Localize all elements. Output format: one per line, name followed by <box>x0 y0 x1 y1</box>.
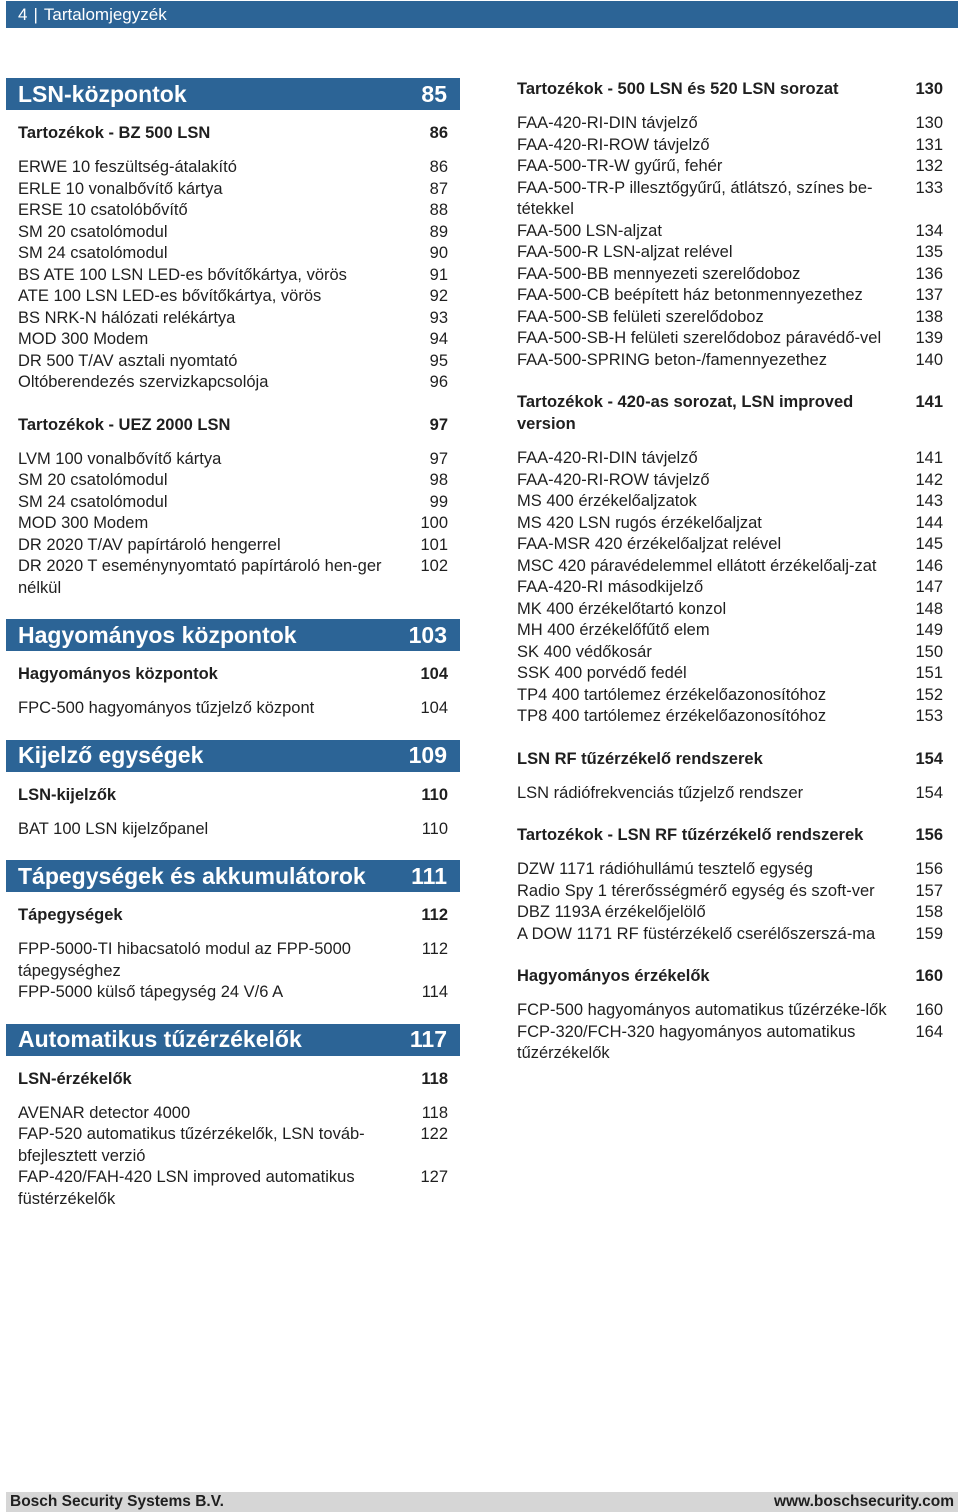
toc-entry-page: 114 <box>421 983 448 1001</box>
toc-entry-page: 118 <box>421 1103 448 1122</box>
section-title: LSN-központok <box>18 80 187 107</box>
toc-entry-title: FAA-500-BB mennyezeti szerelődoboz <box>517 264 801 283</box>
toc-group <box>6 784 460 841</box>
subsection-heading[interactable] <box>6 663 460 685</box>
toc-entry[interactable] <box>505 1000 955 1022</box>
toc-entry[interactable] <box>505 264 955 286</box>
toc-entry-page: 135 <box>915 243 943 261</box>
toc-entry-title: DZW 1171 rádióhullámú tesztelő egység <box>517 860 813 878</box>
toc-entry[interactable] <box>505 1022 955 1065</box>
toc-entry-title: MH 400 érzékelőfűtő elem <box>517 621 710 639</box>
toc-entry-title: MK 400 érzékelőtartó konzol <box>517 599 727 618</box>
subsection-heading[interactable] <box>505 78 955 100</box>
subsection-page-number: 110 <box>421 785 448 804</box>
section-heading[interactable] <box>6 619 460 651</box>
toc-entry-title: Oltóberendezés szervizkapcsolója <box>18 373 269 391</box>
toc-entry-page: 130 <box>915 114 943 132</box>
section-page-number: 85 <box>421 80 447 107</box>
toc-entry-page: 157 <box>915 881 943 900</box>
toc-entry-title: FAA-500 LSN-aljzat <box>517 221 662 240</box>
toc-entry-page: 143 <box>915 492 943 510</box>
subsection-heading[interactable] <box>6 784 460 806</box>
subsection-page-number: 154 <box>915 749 943 768</box>
toc-entry-page: 154 <box>915 783 943 802</box>
toc-entry-title: FPP-5000 külső tápegység 24 V/6 A <box>18 983 284 1001</box>
toc-entry[interactable] <box>505 534 955 556</box>
toc-entry-title: Radio Spy 1 térerősségmérő egység és szoft-ver <box>517 881 875 900</box>
page-number: 4 <box>18 4 28 24</box>
toc-entry[interactable] <box>6 351 460 373</box>
toc-entry-title: FAA-500-TR-P illesztőgyűrű, átlátszó, színes be-tétekkel <box>517 178 873 218</box>
section-title: Hagyományos központok <box>18 621 297 648</box>
toc-entry-title: MSC 420 páravédelemmel ellátott érzékelőalj-zat <box>517 556 877 575</box>
toc-entry-page: 137 <box>915 286 943 304</box>
toc-entry-page: 122 <box>420 1125 448 1143</box>
section-page-number: 117 <box>409 1026 447 1052</box>
toc-entry-title: ERWE 10 feszültség-átalakító <box>18 158 237 176</box>
subsection-page-number: 130 <box>915 80 943 98</box>
toc-entry[interactable] <box>505 685 955 707</box>
toc-entry[interactable] <box>6 286 460 308</box>
toc-entry[interactable] <box>6 308 460 330</box>
toc-entry-page: 131 <box>915 135 943 154</box>
toc-entry-page: 158 <box>915 903 943 921</box>
toc-entry-page: 133 <box>915 178 943 197</box>
subsection-title: Hagyományos érzékelők <box>517 967 710 985</box>
toc-entry[interactable] <box>6 513 460 535</box>
toc-entry-title: MS 420 LSN rugós érzékelőaljzat <box>517 513 762 532</box>
toc-entry-page: 90 <box>429 244 448 262</box>
toc-entry-page: 112 <box>421 940 448 958</box>
toc-entry-title: DR 2020 T eseménynyomtató papírtároló hen-ger nélkül <box>18 557 382 597</box>
toc-entry-title: BAT 100 LSN kijelzőpanel <box>18 819 209 838</box>
toc-entry-page: 110 <box>421 819 448 838</box>
toc-entry-title: DBZ 1193A érzékelőjelölő <box>517 903 706 921</box>
toc-entry-title: FAA-420-RI-ROW távjelző <box>517 135 710 154</box>
toc-left-column <box>6 78 460 1230</box>
subsection-title: LSN-érzékelők <box>18 1069 132 1088</box>
toc-entry-title: TP4 400 tartólemez érzékelőazonosítóhoz <box>517 685 827 704</box>
subsection-title: Hagyományos központok <box>18 665 218 683</box>
toc-entry[interactable] <box>505 706 955 728</box>
toc-entry-title: FAA-500-SB-H felületi szerelődoboz páravédő-vel <box>517 329 882 347</box>
toc-entry-title: FAA-500-TR-W gyűrű, fehér <box>517 157 723 175</box>
subsection-page-number: 141 <box>915 393 943 411</box>
toc-entry-title: SM 24 csatolómodul <box>18 492 168 511</box>
toc-entry[interactable] <box>6 200 460 222</box>
toc-entry-page: 147 <box>915 578 943 596</box>
toc-entry-title: TP8 400 tartólemez érzékelőazonosítóhoz <box>517 707 827 725</box>
subsection-page-number: 112 <box>421 906 448 924</box>
toc-entry[interactable] <box>6 1124 460 1167</box>
toc-group <box>6 414 460 600</box>
toc-entry[interactable] <box>6 982 460 1004</box>
toc-entry-page: 102 <box>420 557 448 575</box>
toc-entry[interactable] <box>6 492 460 514</box>
toc-entry-title: FAA-MSR 420 érzékelőaljzat relével <box>517 535 782 553</box>
toc-entry[interactable] <box>505 448 955 470</box>
section-title: Automatikus tűzérzékelők <box>18 1026 302 1052</box>
toc-group <box>505 965 955 1065</box>
toc-entry-title: MS 400 érzékelőaljzatok <box>517 492 697 510</box>
footer-website[interactable]: www.boschsecurity.com <box>773 1493 954 1510</box>
subsection-page-number: 97 <box>429 415 448 434</box>
toc-entry[interactable] <box>6 329 460 351</box>
subsection-title: Tartozékok - UEZ 2000 LSN <box>18 415 231 434</box>
toc-entry-title: FCP-320/FCH-320 hagyományos automatikus tűzérzékelők <box>517 1022 856 1062</box>
footer-company: Bosch Security Systems B.V. <box>10 1493 224 1510</box>
section-heading[interactable] <box>6 78 460 110</box>
toc-entry[interactable] <box>505 328 955 350</box>
subsection-page-number: 156 <box>915 826 943 844</box>
toc-entry[interactable] <box>505 783 955 805</box>
toc-group <box>6 663 460 720</box>
toc-entry-title: ATE 100 LSN LED-es bővítőkártya, vörös <box>18 287 322 305</box>
toc-entry-page: 99 <box>429 492 448 511</box>
toc-entry-title: MOD 300 Modem <box>18 330 149 348</box>
subsection-page-number: 118 <box>421 1069 448 1088</box>
toc-entry-title: SM 20 csatolómodul <box>18 471 168 489</box>
toc-entry-page: 96 <box>429 373 448 391</box>
toc-entry[interactable] <box>505 350 955 372</box>
subsection-heading[interactable] <box>505 391 955 435</box>
toc-entry-title: ERSE 10 csatolóbővítő <box>18 201 188 219</box>
section-page-number: 103 <box>408 621 447 648</box>
subsection-heading[interactable] <box>505 748 955 770</box>
toc-entry-page: 159 <box>915 924 943 943</box>
subsection-page-number: 104 <box>420 665 448 683</box>
toc-entry[interactable] <box>505 135 955 157</box>
subsection-heading[interactable] <box>505 824 955 846</box>
toc-entry[interactable] <box>505 285 955 307</box>
toc-right-column <box>505 78 955 1085</box>
toc-entry-page: 136 <box>915 264 943 283</box>
toc-entry[interactable] <box>6 265 460 287</box>
toc-entry-title: A DOW 1171 RF füstérzékelő cserélőszerszá-ma <box>517 924 876 943</box>
toc-entry-page: 132 <box>915 157 943 175</box>
toc-entry-page: 98 <box>429 471 448 489</box>
toc-group <box>6 1068 460 1211</box>
toc-entry[interactable] <box>6 449 460 471</box>
toc-entry[interactable] <box>505 599 955 621</box>
subsection-title: Tartozékok - LSN RF tűzérzékelő rendszerek <box>517 826 864 844</box>
toc-entry-page: 87 <box>429 179 448 198</box>
toc-entry[interactable] <box>505 859 955 881</box>
toc-entry-page: 151 <box>915 664 943 682</box>
toc-entry[interactable] <box>505 902 955 924</box>
subsection-page-number: 86 <box>429 124 448 142</box>
toc-entry[interactable] <box>6 222 460 244</box>
toc-entry[interactable] <box>505 924 955 946</box>
section-heading[interactable] <box>6 740 460 772</box>
toc-entry-title: FAA-500-SB felületi szerelődoboz <box>517 307 764 326</box>
toc-entry-page: 134 <box>915 221 943 240</box>
toc-entry-page: 101 <box>420 535 448 554</box>
toc-entry-title: SSK 400 porvédő fedél <box>517 664 687 682</box>
toc-entry-title: FPC-500 hagyományos tűzjelző központ <box>18 699 315 717</box>
toc-entry-page: 86 <box>429 158 448 176</box>
toc-entry-title: SM 24 csatolómodul <box>18 244 168 262</box>
toc-entry-page: 160 <box>915 1001 943 1019</box>
section-page-number: 111 <box>411 862 447 889</box>
subsection-title: Tartozékok - 500 LSN és 520 LSN sorozat <box>517 80 839 98</box>
toc-entry[interactable] <box>6 372 460 394</box>
toc-entry-page: 91 <box>429 265 448 284</box>
subsection-title: LSN-kijelzők <box>18 785 117 804</box>
toc-group <box>6 904 460 1004</box>
toc-group <box>505 391 955 728</box>
section-title: Tápegységek és akkumulátorok <box>18 862 366 889</box>
subsection-heading[interactable] <box>6 122 460 144</box>
toc-entry-page: 141 <box>915 449 943 467</box>
toc-entry[interactable] <box>6 939 460 982</box>
toc-entry-title: BS ATE 100 LSN LED-es bővítőkártya, vörös <box>18 265 347 284</box>
toc-entry-title: FAA-500-SPRING beton-/famennyezethez <box>517 350 827 369</box>
section-heading[interactable] <box>6 1024 460 1056</box>
section-title: Kijelző egységek <box>18 742 204 768</box>
toc-entry[interactable] <box>505 307 955 329</box>
subsection-page-number: 160 <box>915 967 943 985</box>
toc-entry-title: FAA-420-RI-DIN távjelző <box>517 114 698 132</box>
toc-entry[interactable] <box>505 491 955 513</box>
toc-entry[interactable] <box>6 243 460 265</box>
toc-entry-page: 92 <box>429 287 448 305</box>
toc-entry-title: FAA-420-RI-DIN távjelző <box>517 449 698 467</box>
toc-entry[interactable] <box>6 819 460 841</box>
toc-entry-page: 146 <box>915 556 943 575</box>
toc-entry-page: 89 <box>429 222 448 241</box>
toc-entry-page: 95 <box>429 351 448 370</box>
toc-entry[interactable] <box>6 179 460 201</box>
toc-entry[interactable] <box>505 881 955 903</box>
toc-entry[interactable] <box>6 470 460 492</box>
toc-entry-title: FPP-5000-TI hibacsatoló modul az FPP-5000 tápegységhez <box>18 940 351 980</box>
toc-entry[interactable] <box>505 156 955 178</box>
page-footer <box>6 1492 958 1512</box>
toc-entry-page: 93 <box>429 308 448 327</box>
toc-group <box>6 122 460 394</box>
toc-entry-page: 156 <box>915 860 943 878</box>
toc-entry-page: 97 <box>429 449 448 468</box>
toc-entry[interactable] <box>6 1167 460 1210</box>
subsection-title: Tápegységek <box>18 906 123 924</box>
toc-entry-title: FAP-520 automatikus tűzérzékelők, LSN továb-bfejlesztett verzió <box>18 1125 365 1165</box>
subsection-heading[interactable] <box>505 965 955 987</box>
toc-entry-title: LSN rádiófrekvenciás tűzjelző rendszer <box>517 783 804 802</box>
header-separator: | <box>33 4 38 24</box>
toc-entry-title: BS NRK-N hálózati relékártya <box>18 308 236 327</box>
toc-entry[interactable] <box>505 242 955 264</box>
toc-entry[interactable] <box>6 157 460 179</box>
toc-entry-title: FAA-500-R LSN-aljzat relével <box>517 243 733 261</box>
page-header <box>6 1 958 28</box>
toc-entry-page: 145 <box>915 535 943 553</box>
toc-entry-page: 88 <box>429 201 448 219</box>
toc-entry-title: FCP-500 hagyományos automatikus tűzérzéke-lők <box>517 1001 887 1019</box>
toc-entry[interactable] <box>505 221 955 243</box>
toc-entry-title: LVM 100 vonalbővítő kártya <box>18 449 222 468</box>
toc-entry-page: 100 <box>420 514 448 532</box>
toc-entry-page: 139 <box>915 329 943 347</box>
page-title: Tartalomjegyzék <box>43 4 167 24</box>
toc-entry-page: 104 <box>420 699 448 717</box>
toc-entry[interactable] <box>505 642 955 664</box>
toc-entry-title: SK 400 védőkosár <box>517 642 652 661</box>
toc-entry-page: 127 <box>420 1168 448 1186</box>
toc-entry-title: FAA-420-RI-ROW távjelző <box>517 470 710 489</box>
section-page-number: 109 <box>408 742 447 768</box>
toc-entry-title: ERLE 10 vonalbővítő kártya <box>18 179 223 198</box>
toc-entry-title: FAA-500-CB beépített ház betonmennyezethez <box>517 286 863 304</box>
toc-group <box>505 824 955 945</box>
toc-entry-page: 152 <box>915 685 943 704</box>
toc-entry[interactable] <box>6 1103 460 1125</box>
toc-entry-page: 138 <box>915 307 943 326</box>
toc-entry[interactable] <box>505 556 955 578</box>
toc-entry[interactable] <box>6 535 460 557</box>
toc-entry-page: 153 <box>915 707 943 725</box>
subsection-heading[interactable] <box>6 904 460 926</box>
toc-entry[interactable] <box>505 620 955 642</box>
subsection-title: Tartozékok - 420-as sorozat, LSN improved version <box>517 393 854 433</box>
toc-entry-title: AVENAR detector 4000 <box>18 1103 191 1122</box>
toc-entry-title: MOD 300 Modem <box>18 514 149 532</box>
subsection-heading[interactable] <box>6 414 460 436</box>
toc-entry-page: 150 <box>915 642 943 661</box>
subsection-title: LSN RF tűzérzékelő rendszerek <box>517 749 763 768</box>
toc-entry-title: SM 20 csatolómodul <box>18 222 168 241</box>
toc-entry-page: 144 <box>915 513 943 532</box>
toc-entry[interactable] <box>6 698 460 720</box>
toc-entry-page: 148 <box>915 599 943 618</box>
toc-entry-page: 142 <box>915 470 943 489</box>
toc-entry-page: 149 <box>915 621 943 639</box>
toc-entry[interactable] <box>505 113 955 135</box>
toc-entry[interactable] <box>505 470 955 492</box>
subsection-title: Tartozékok - BZ 500 LSN <box>18 124 211 142</box>
toc-entry[interactable] <box>505 577 955 599</box>
section-heading[interactable] <box>6 860 460 892</box>
toc-entry-page: 140 <box>915 350 943 369</box>
subsection-heading[interactable] <box>6 1068 460 1090</box>
toc-entry[interactable] <box>505 178 955 221</box>
toc-entry-page: 164 <box>915 1022 943 1041</box>
toc-entry-title: FAA-420-RI másodkijelző <box>517 578 704 596</box>
toc-group <box>505 748 955 805</box>
toc-entry[interactable] <box>505 513 955 535</box>
toc-entry-page: 94 <box>429 330 448 348</box>
toc-group <box>505 78 955 371</box>
toc-entry[interactable] <box>6 556 460 599</box>
toc-entry-title: DR 2020 T/AV papírtároló hengerrel <box>18 535 281 554</box>
toc-entry-title: DR 500 T/AV asztali nyomtató <box>18 351 238 370</box>
toc-entry[interactable] <box>505 663 955 685</box>
toc-entry-title: FAP-420/FAH-420 LSN improved automatikus füstérzékelők <box>18 1168 355 1208</box>
